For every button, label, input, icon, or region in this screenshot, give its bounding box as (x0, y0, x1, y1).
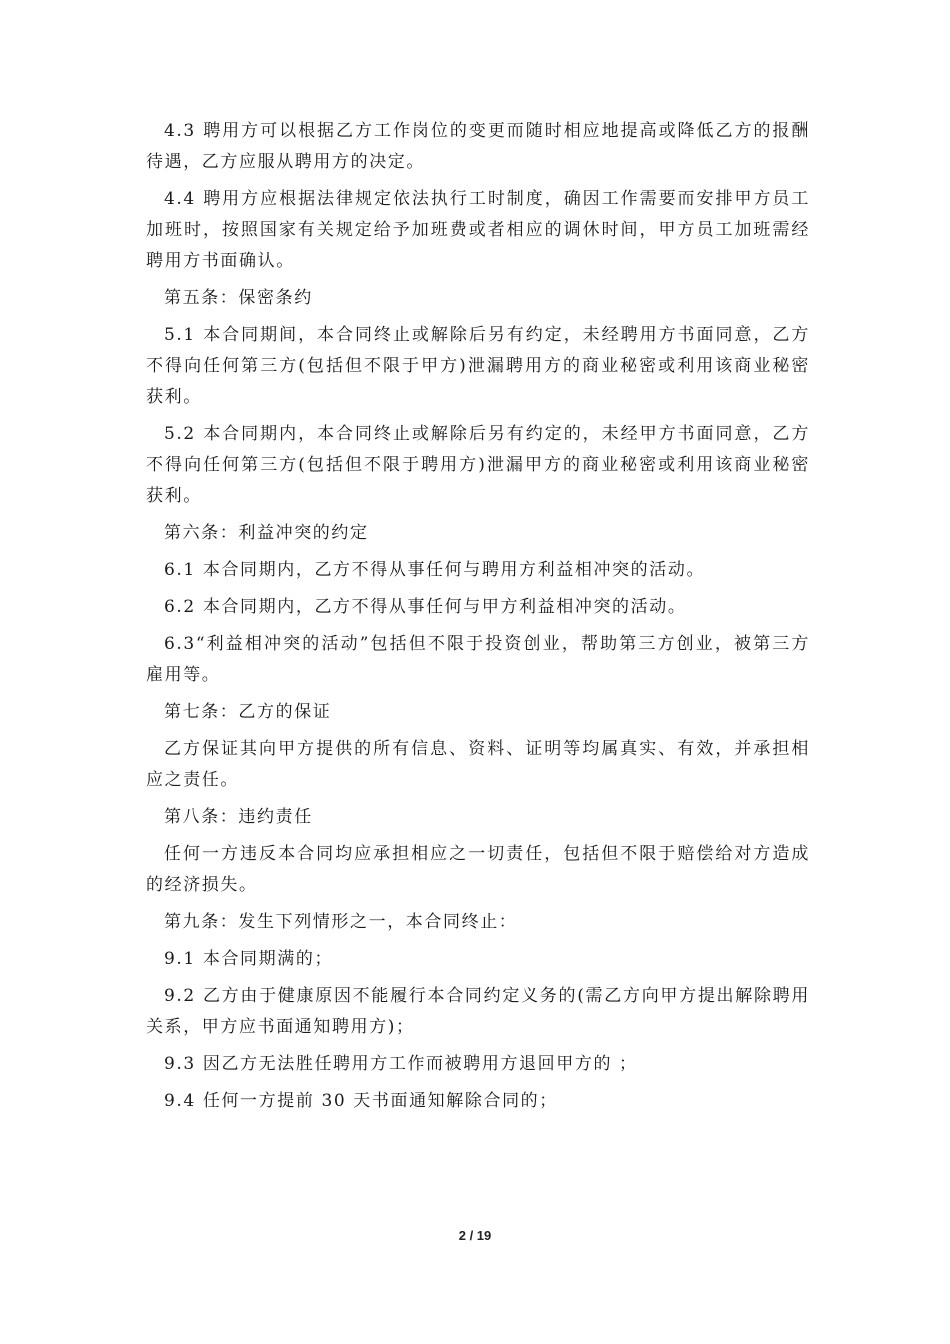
article-5-heading: 第五条：保密条约 (164, 288, 313, 308)
clause-5-1: 5.1 本合同期间，本合同终止或解除后另有约定，未经聘用方书面同意，乙方不得向任何第三方(包括但不限于甲方)泄漏聘用方的商业秘密或利用该商业秘密获利。 (146, 325, 810, 407)
page-number: 2 / 19 (458, 1228, 492, 1243)
clause-5-2: 5.2 本合同期内，本合同终止或解除后另有约定的，未经甲方书面同意，乙方不得向任何第三方(包括但不限于聘用方)泄漏甲方的商业秘密或利用该商业秘密获利。 (146, 424, 810, 506)
article-8-body: 任何一方违反本合同均应承担相应之一切责任，包括但不限于赔偿给对方造成的经济损失。 (146, 844, 810, 895)
article-6-heading: 第六条：利益冲突的约定 (164, 523, 369, 543)
article-7-body: 乙方保证其向甲方提供的所有信息、资料、证明等均属真实、有效，并承担相应之责任。 (146, 739, 810, 790)
clause-9-1: 9.1 本合同期满的； (164, 949, 334, 969)
clause-9-3: 9.3 因乙方无法胜任聘用方工作而被聘用方退回甲方的 ； (164, 1054, 638, 1074)
document-body (146, 116, 810, 1123)
clause-9-2: 9.2 乙方由于健康原因不能履行本合同约定义务的(需乙方向甲方提出解除聘用关系，甲方应书面通知聘用方)； (146, 986, 810, 1037)
article-8-heading: 第八条：违约责任 (164, 807, 313, 827)
article-9-heading: 第九条：发生下列情形之一，本合同终止： (164, 912, 518, 932)
clause-6-2: 6.2 本合同期内，乙方不得从事任何与甲方利益相冲突的活动。 (164, 597, 687, 617)
clause-9-4: 9.4 任何一方提前 30 天书面通知解除合同的； (164, 1091, 558, 1111)
clause-6-1: 6.1 本合同期内，乙方不得从事任何与聘用方利益相冲突的活动。 (164, 560, 706, 580)
article-7-heading: 第七条：乙方的保证 (164, 702, 332, 722)
clause-4-4: 4.4 聘用方应根据法律规定依法执行工时制度，确因工作需要而安排甲方员工加班时，按照国家有关规定给予加班费或者相应的调休时间，甲方员工加班需经聘用方书面确认。 (146, 189, 810, 271)
clause-6-3: 6.3“利益相冲突的活动”包括但不限于投资创业，帮助第三方创业，被第三方雇用等。 (146, 634, 810, 685)
clause-4-3: 4.3 聘用方可以根据乙方工作岗位的变更而随时相应地提高或降低乙方的报酬待遇，乙方应服从聘用方的决定。 (146, 121, 810, 172)
